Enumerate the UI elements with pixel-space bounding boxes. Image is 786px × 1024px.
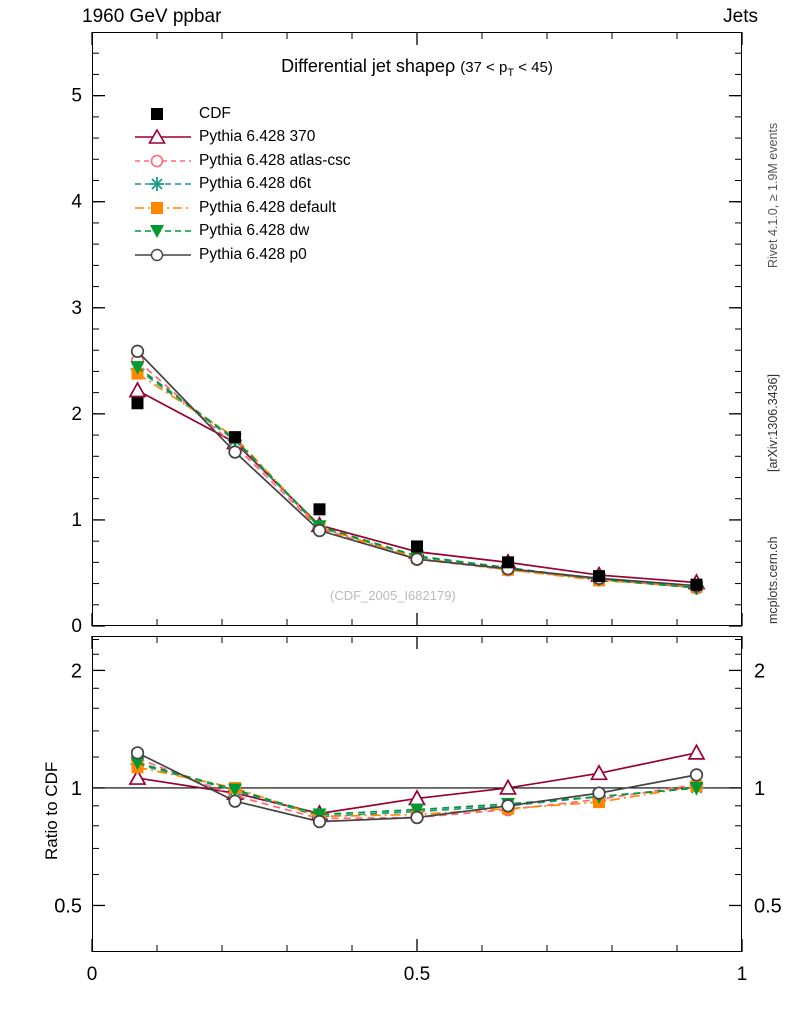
data-point-pythia-6-428-p0 xyxy=(229,446,241,458)
y-tick-label-ratio: 2 xyxy=(70,660,82,683)
data-point-pythia-6-428-370 xyxy=(130,383,145,397)
legend-label: Pythia 6.428 p0 xyxy=(199,245,307,263)
side-label-rivet: Rivet 4.1.0, ≥ 1.9M events xyxy=(766,122,780,268)
data-point-ratio-pythia-6-428-p0 xyxy=(411,812,423,824)
data-point-cdf xyxy=(314,503,326,515)
y-tick-label-ratio-right: 1 xyxy=(754,777,766,800)
y-tick-label-main: 3 xyxy=(71,297,82,319)
y-tick-label-main: 5 xyxy=(71,85,82,107)
x-tick-label: 0 xyxy=(86,964,98,985)
data-point-cdf xyxy=(132,397,144,409)
y-tick-label-main: 0 xyxy=(71,616,82,637)
data-point-cdf xyxy=(411,540,423,552)
side-label-mcplots: mcplots.cern.ch xyxy=(766,536,780,624)
data-point-pythia-6-428-p0 xyxy=(411,553,423,565)
chart-title-main: Differential jet shape xyxy=(281,56,445,76)
data-point-ratio-pythia-6-428-p0 xyxy=(593,787,605,799)
data-point-cdf xyxy=(593,570,605,582)
legend-label: Pythia 6.428 d6t xyxy=(199,175,312,193)
y-tick-label-ratio-right: 0.5 xyxy=(754,895,782,918)
legend-label: Pythia 6.428 dw xyxy=(199,222,310,240)
y-tick-label-ratio: 1 xyxy=(70,777,82,800)
header-right-label: Jets xyxy=(723,6,758,27)
y-tick-label-ratio: 0.5 xyxy=(54,895,82,918)
chart-title-condition: $(37 < p_T < 45)$ xyxy=(460,59,553,79)
chart-title-rho: ρ xyxy=(444,56,456,76)
header-left-label: 1960 GeV ppbar xyxy=(82,6,222,27)
data-point-ratio-pythia-6-428-370 xyxy=(689,745,704,759)
side-label-arxiv: [arXiv:1306.3436] xyxy=(766,374,780,472)
x-tick-label: 1 xyxy=(736,964,748,985)
x-tick-label: 0.5 xyxy=(403,964,431,985)
data-point-ratio-pythia-6-428-p0 xyxy=(132,747,144,759)
y-tick-label-main: 4 xyxy=(71,191,82,213)
data-point-cdf xyxy=(229,431,241,443)
legend-label: Pythia 6.428 370 xyxy=(199,128,316,146)
data-point-ratio-pythia-6-428-p0 xyxy=(314,816,326,828)
legend-label: Pythia 6.428 atlas-csc xyxy=(199,151,351,169)
ratio-y-axis-label: Ratio to CDF xyxy=(42,761,61,860)
data-point-cdf xyxy=(502,556,514,568)
data-point-ratio-pythia-6-428-p0 xyxy=(691,769,703,781)
legend-label: Pythia 6.428 default xyxy=(199,198,337,216)
analysis-id-watermark: (CDF_2005_I682179) xyxy=(330,588,456,603)
data-point-pythia-6-428-p0 xyxy=(314,525,326,537)
data-point-ratio-pythia-6-428-p0 xyxy=(229,795,241,807)
legend-label: CDF xyxy=(199,104,231,122)
y-tick-label-main: 2 xyxy=(71,403,82,425)
data-point-ratio-pythia-6-428-p0 xyxy=(502,800,514,812)
y-tick-label-main: 1 xyxy=(71,509,82,531)
y-tick-label-ratio-right: 2 xyxy=(754,660,766,683)
data-point-pythia-6-428-p0 xyxy=(132,345,144,357)
data-point-cdf xyxy=(691,579,703,591)
